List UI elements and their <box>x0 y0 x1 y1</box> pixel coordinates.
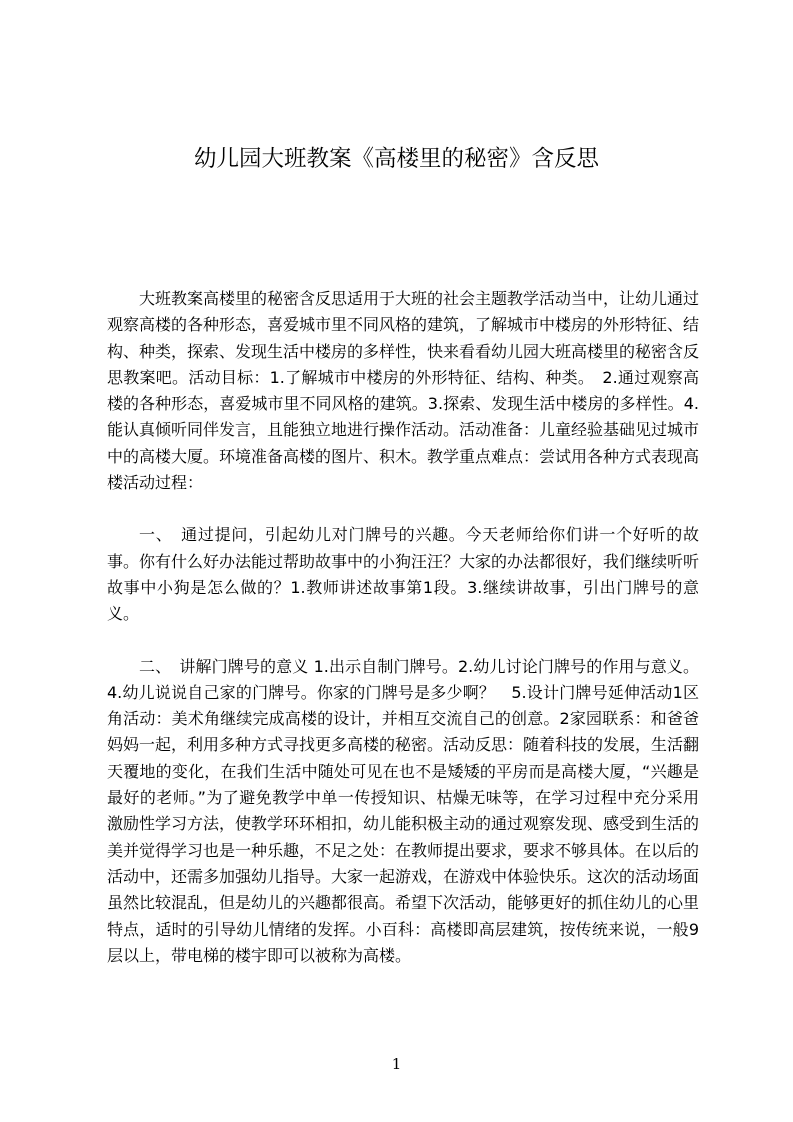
document-body <box>107 286 699 969</box>
document-title: 幼儿园大班教案《高楼里的秘密》含反思 <box>193 146 599 172</box>
paragraph-step-one: 一、 通过提问，引起幼儿对门牌号的兴趣。今天老师给你们讲一个好听的故事。你有什么好办法能过帮助故事中的小狗汪汪？大家的办法都很好，我们继续听听故事中小狗是怎么做的？1.教师讲述故事第1段。3.继续讲故事，引出门牌号的意义。 <box>107 525 700 624</box>
paragraph-spacer <box>107 628 699 654</box>
paragraph-step-two: 二、 讲解门牌号的意义 1.出示自制门牌号。2.幼儿讨论门牌号的作用与意义。4.幼儿说说自己家的门牌号。你家的门牌号是多少啊？ 5.设计门牌号延伸活动1区角活动：美术角继续完成高楼的设计，并相互交流自己的创意。2家园联系：和爸爸妈妈一起，利用多种方式寻找更多高楼的秘密。活动反思：随着科技的发展，生活翻天覆地的变化，在我们生活中随处可见在也不是矮矮的平房而是高楼大厦，“兴趣是最好的老师。”为了避免教学中单一传授知识、枯燥无味等，在学习过程中充分采用激励性学习方法，使教学环环相扣，幼儿能积极主动的通过观察发现、感受到生活的美并觉得学习也是一种乐趣，不足之处：在教师提出要求，要求不够具体。在以后的活动中，还需多加强幼儿指导。大家一起游戏，在游戏中体验快乐。这次的活动场面虽然比较混乱，但是幼儿的兴趣都很高。希望下次活动，能够更好的抓住幼儿的心里特点，适时的引导幼儿情绪的发挥。小百科：高楼即高层建筑，按传统来说，一般9层以上，带电梯的楼宇即可以被称为高楼。 <box>107 656 700 965</box>
page-number: 1 <box>391 1055 402 1073</box>
paragraph-spacer <box>107 496 699 522</box>
paragraph-intro: 大班教案高楼里的秘密含反思适用于大班的社会主题教学活动当中，让幼儿通过观察高楼的各种形态，喜爱城市里不同风格的建筑，了解城市中楼房的外形特征、结构、种类，探索、发现生活中楼房的多样性，快来看看幼儿园大班高楼里的秘密含反思教案吧。活动目标：1.了解城市中楼房的外形特征、结构、种类。 2.通过观察高楼的各种形态，喜爱城市里不同风格的建筑。3.探索、发现生活中楼房的多样性。4.能认真倾听同伴发言，且能独立地进行操作活动。活动准备：儿童经验基础见过城市中的高楼大厦。环境准备高楼的图片、积木。教学重点难点：尝试用各种方式表现高楼活动过程： <box>107 289 700 493</box>
